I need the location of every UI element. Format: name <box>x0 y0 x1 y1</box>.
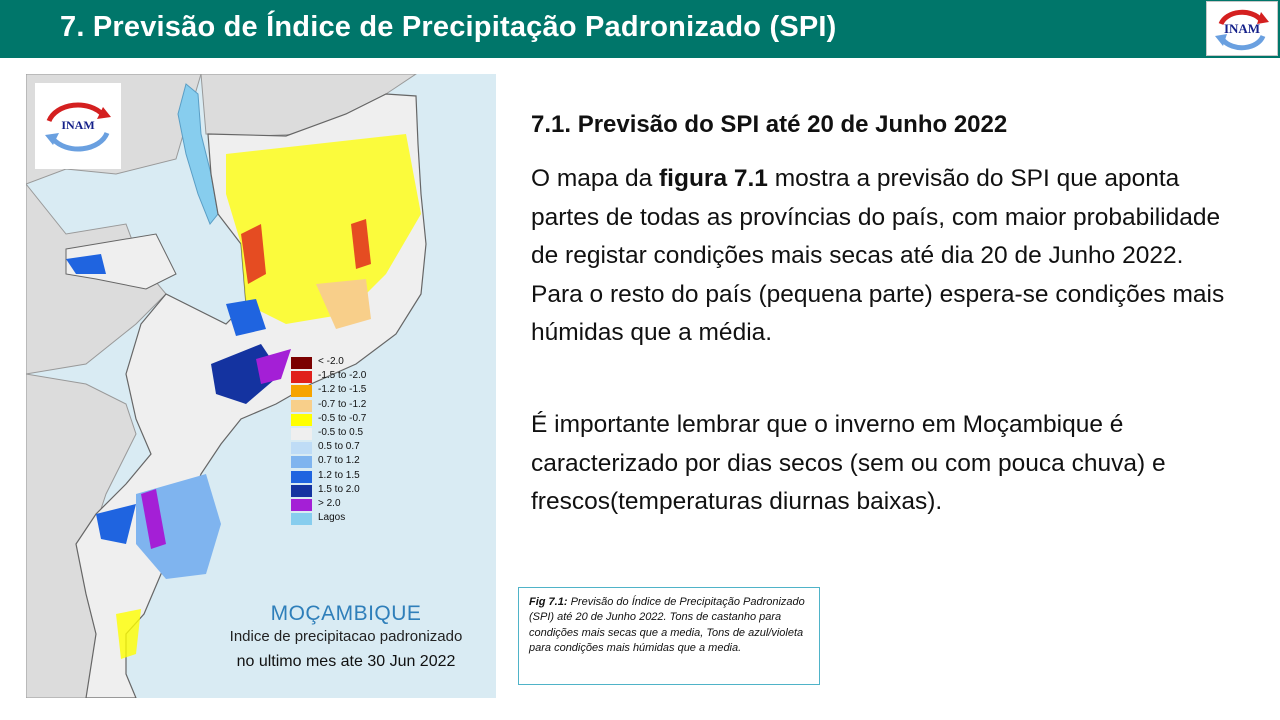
legend-label: -0.5 to 0.5 <box>318 426 364 438</box>
legend-swatch <box>291 371 312 383</box>
legend-label: -0.5 to -0.7 <box>318 412 367 424</box>
logo-text: INAM <box>1223 21 1261 36</box>
map-caption-date: no ultimo mes ate 30 Jun 2022 <box>236 653 456 670</box>
legend-swatch <box>291 357 312 369</box>
figure-caption-label: Fig 7.1: <box>529 596 568 608</box>
figure-reference: figura 7.1 <box>659 165 768 192</box>
legend-swatch <box>291 471 312 483</box>
slide-title: 7. Previsão de Índice de Precipitação Padronizado (SPI) <box>60 11 837 43</box>
legend-label: Lagos <box>318 512 346 524</box>
paragraph-text: O mapa da <box>531 165 660 192</box>
section-heading: 7.1. Previsão do SPI até 20 de Junho 2022 <box>531 111 1008 138</box>
header-bar <box>0 0 1280 58</box>
inam-logo <box>1206 1 1278 56</box>
legend-swatch <box>291 428 312 440</box>
legend-label: -1.5 to -2.0 <box>318 370 367 382</box>
legend-label: 0.5 to 0.7 <box>318 441 360 453</box>
legend-label: 1.5 to 2.0 <box>318 483 360 495</box>
legend-label: -1.2 to -1.5 <box>318 384 367 396</box>
inam-map-logo <box>35 83 121 169</box>
logo-text: INAM <box>61 118 95 132</box>
map-caption-title: MOÇAMBIQUE <box>270 602 422 625</box>
legend-swatch <box>291 442 312 454</box>
legend-swatch <box>291 456 312 468</box>
paragraph-forecast <box>531 160 1231 353</box>
map-caption-subtitle: Indice de precipitacao padronizado <box>229 628 463 645</box>
legend-swatch <box>291 385 312 397</box>
legend-swatch <box>291 499 312 511</box>
legend-label: > 2.0 <box>318 497 341 509</box>
legend-label: -0.7 to -1.2 <box>318 398 367 410</box>
paragraph-winter: É importante lembrar que o inverno em Moçambique é caracterizado por dias secos (sem ou com pouca chuva) e frescos(temperaturas diurnas baixas). <box>531 411 1166 515</box>
spi-map-figure <box>26 74 496 698</box>
figure-caption-text: Previsão do Índice de Precipitação Padronizado (SPI) até 20 de Junho 2022. Tons de castanho para condições mais secas que a media, Tons de azul/violeta para condições mais húmidas que a media. <box>529 596 805 654</box>
legend-label: 1.2 to 1.5 <box>318 469 360 481</box>
legend-label: 0.7 to 1.2 <box>318 455 360 467</box>
legend-swatch <box>291 485 312 497</box>
legend-swatch <box>291 414 312 426</box>
legend-swatch <box>291 400 312 412</box>
legend-label: < -2.0 <box>318 356 344 367</box>
figure-caption <box>518 587 820 685</box>
paragraph-text: mostra a previsão do SPI que aponta partes de todas as províncias do país, com maior probabilidade de registar condições mais secas até dia 20 de Junho 2022. Para o resto do país (pequena parte) espera-se condições mais húmidas que a média. <box>531 165 1225 346</box>
map-caption <box>196 602 496 671</box>
legend-swatch <box>291 513 312 525</box>
